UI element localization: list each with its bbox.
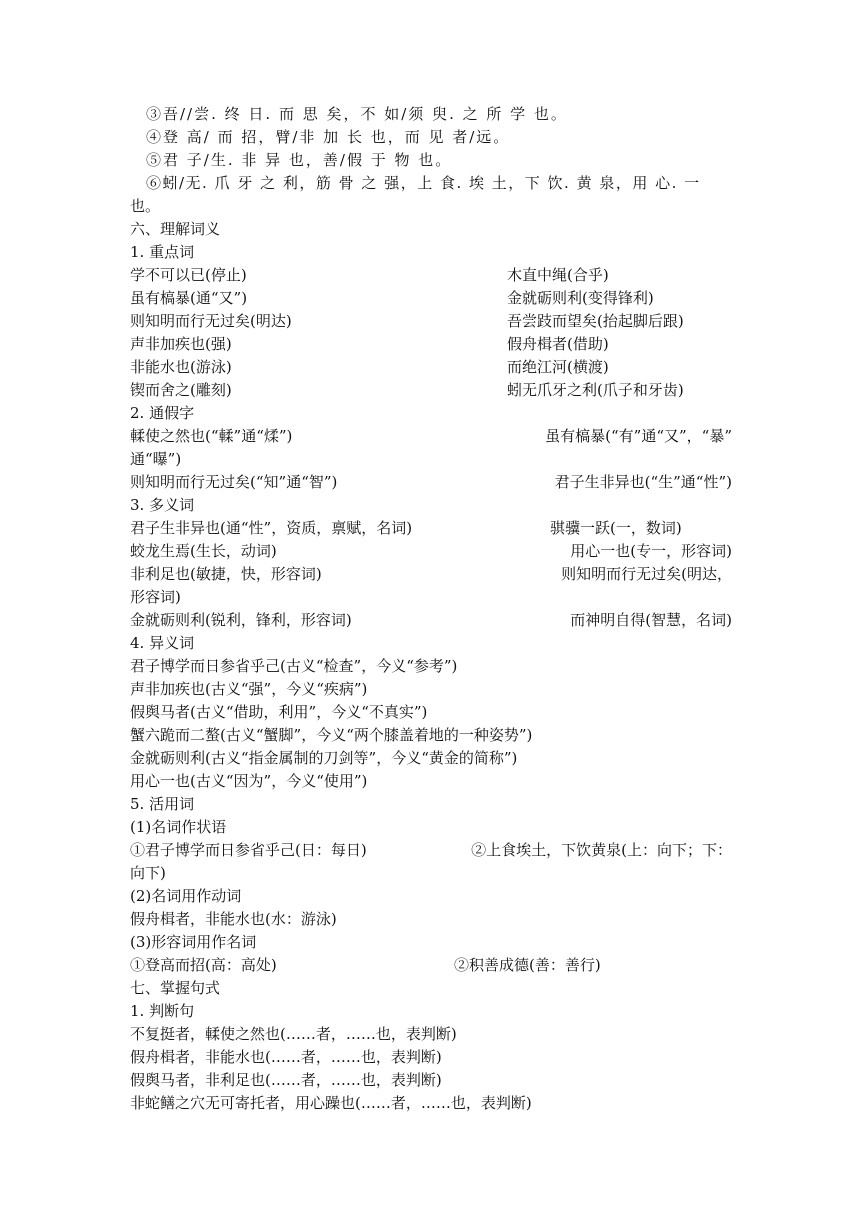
vocab-left: ①登高而招(高：高处) — [130, 956, 277, 974]
subsection-heading: 1. 判断句 — [130, 1002, 195, 1020]
sentence-line: 假舆马者，非利足也(……者，……也，表判断) — [130, 1071, 442, 1089]
category-heading: (2)名词用作动词 — [130, 887, 242, 905]
vocab-right: 木直中绳(合乎) — [507, 266, 609, 284]
vocab-row — [130, 471, 732, 494]
passage-line: ④登 高/ 而 招，臂/非 加 长 也，而 见 者/远。 — [146, 128, 511, 146]
subsection-heading: 2. 通假字 — [130, 404, 195, 422]
vocab-left: 金就砺则利(锐利，锋利，形容词) — [130, 611, 352, 629]
vocab-row — [130, 563, 732, 586]
vocab-left: 輮使之然也(“輮”通“煣”) — [130, 427, 293, 445]
vocab-line: 金就砺则利(古义“指金属制的刀剑等”，今义“黄金的简称”) — [130, 749, 518, 767]
vocab-row — [130, 310, 732, 333]
vocab-continuation: 通“曝”) — [130, 450, 182, 468]
vocab-right: 君子生非异也(“生”通“性”) — [554, 473, 732, 491]
vocab-right: 则知明而行无过矣(明达， — [561, 565, 732, 583]
vocab-line: 假舟楫者，非能水也(水：游泳) — [130, 910, 337, 928]
vocab-right: 蚓无爪牙之利(爪子和牙齿) — [507, 381, 684, 399]
vocab-right: 而绝江河(横渡) — [507, 358, 609, 376]
vocab-right: 骐骥一跃(一，数词) — [550, 519, 682, 537]
vocab-right: 假舟楫者(借助) — [507, 335, 609, 353]
vocab-left: ①君子博学而日参省乎己(日：每日) — [130, 841, 367, 859]
category-heading: (1)名词作状语 — [130, 818, 227, 836]
vocab-left: 非能水也(游泳) — [130, 358, 232, 376]
vocab-row — [130, 425, 732, 448]
section-heading: 六、理解词义 — [130, 220, 221, 238]
section-heading: 七、掌握句式 — [130, 979, 221, 997]
subsection-heading: 1. 重点词 — [130, 243, 195, 261]
passage-line: ⑤君 子/生. 非 异 也，善/假 于 物 也。 — [146, 151, 453, 169]
vocab-line: 假舆马者(古义“借助，利用”，今义“不真实”) — [130, 703, 428, 721]
vocab-left: 学不可以已(停止) — [130, 266, 247, 284]
vocab-left: 君子生非异也(通“性”，资质，禀赋，名词) — [130, 519, 413, 537]
passage-line: 也。 — [130, 197, 161, 215]
vocab-left: 则知明而行无过矣(“知”通“智”) — [130, 473, 338, 491]
vocab-left: 虽有槁暴(通“又”) — [130, 289, 248, 307]
vocab-line: 用心一也(古义“因为”，今义“使用”) — [130, 772, 368, 790]
vocab-continuation: 向下) — [130, 864, 166, 882]
subsection-heading: 3. 多义词 — [130, 496, 195, 514]
vocab-row — [130, 839, 732, 862]
vocab-row — [130, 333, 732, 356]
document-page — [130, 103, 732, 1115]
vocab-right: 金就砺则利(变得锋利) — [507, 289, 654, 307]
vocab-right: 吾尝跂而望矣(抬起脚后跟) — [507, 312, 684, 330]
vocab-right: 用心一也(专一，形容词) — [570, 542, 732, 560]
vocab-continuation: 形容词) — [130, 588, 181, 606]
vocab-left: 锲而舍之(雕刻) — [130, 381, 232, 399]
vocab-left: 声非加疾也(强) — [130, 335, 232, 353]
passage-line: ③吾//尝. 终 日. 而 思 矣，不 如/须 臾. 之 所 学 也。 — [146, 105, 568, 123]
category-heading: (3)形容词用作名词 — [130, 933, 257, 951]
vocab-right: ②积善成德(善：善行) — [454, 956, 601, 974]
vocab-left: 非利足也(敏捷，快，形容词) — [130, 565, 322, 583]
vocab-left: 则知明而行无过矣(明达) — [130, 312, 292, 330]
vocab-line: 君子博学而日参省乎己(古义“检查”，今义“参考”) — [130, 657, 458, 675]
vocab-row — [130, 264, 732, 287]
vocab-line: 声非加疾也(古义“强”，今义“疾病”) — [130, 680, 368, 698]
vocab-row — [130, 609, 732, 632]
subsection-heading: 5. 活用词 — [130, 795, 195, 813]
sentence-line: 非蛇鳝之穴无可寄托者，用心躁也(……者，……也，表判断) — [130, 1094, 532, 1112]
vocab-row — [130, 287, 732, 310]
vocab-row — [130, 954, 732, 977]
sentence-line: 假舟楫者，非能水也(……者，……也，表判断) — [130, 1048, 442, 1066]
vocab-left: 蛟龙生焉(生长，动词) — [130, 542, 277, 560]
vocab-right: 虽有槁暴(“有”通“又”，“暴” — [545, 427, 732, 445]
passage-line: ⑥蚓/无. 爪 牙 之 利，筋 骨 之 强，上 食. 埃 土，下 饮. 黄 泉，用 心. 一 — [146, 174, 701, 192]
vocab-row — [130, 379, 732, 402]
vocab-line: 蟹六跪而二螯(古义“蟹脚”，今义“两个膝盖着地的一种姿势”) — [130, 726, 533, 744]
vocab-row — [130, 517, 732, 540]
vocab-row — [130, 540, 732, 563]
subsection-heading: 4. 异义词 — [130, 634, 195, 652]
sentence-line: 不复挺者，輮使之然也(……者，……也，表判断) — [130, 1025, 457, 1043]
vocab-right: 而神明自得(智慧，名词) — [570, 611, 732, 629]
vocab-right: ②上食埃土，下饮黄泉(上：向下；下： — [471, 841, 732, 859]
vocab-row — [130, 356, 732, 379]
